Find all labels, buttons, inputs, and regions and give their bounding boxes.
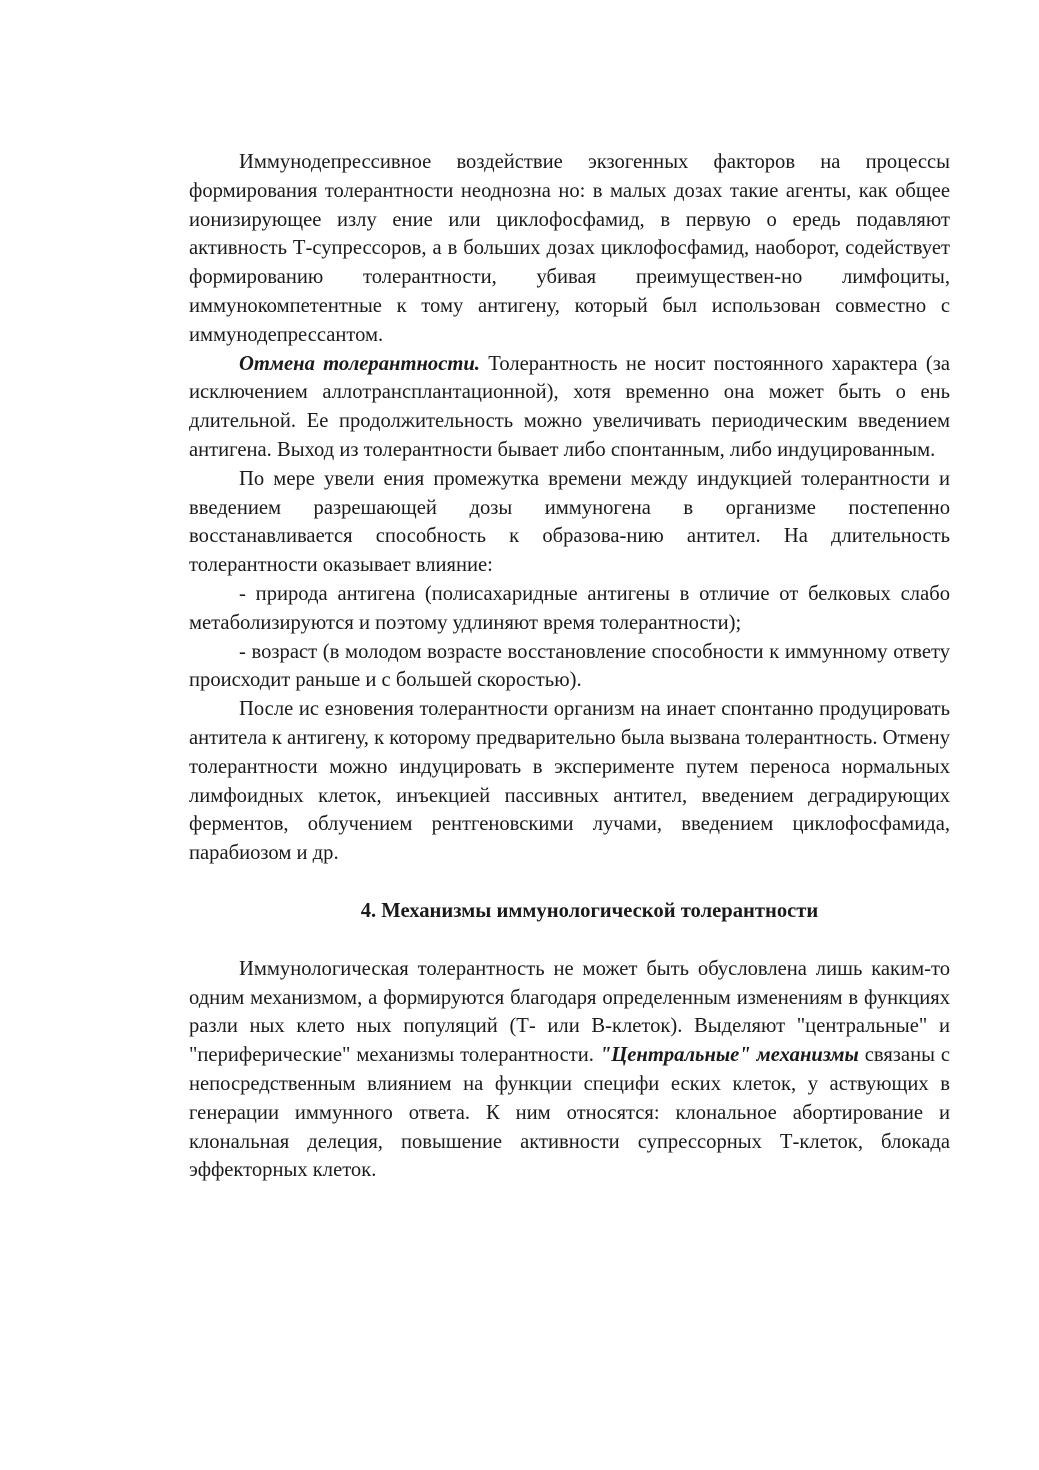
- central-mechanisms-term: "Центральные" механизмы: [599, 1044, 859, 1067]
- list-item-age: - возраст (в молодом возрасте восстановление способности к иммунному ответу происходит раньше и с большей скоростью).: [189, 640, 950, 692]
- section-heading: 4. Механизмы иммунологической толерантности: [360, 899, 819, 922]
- paragraph-mechanisms-intro: Иммунологическая толерантность не может быть обусловлена лишь каким-то одним механизмом, а формируются благодаря определенным изменениям в функциях разли ных клето ных популяций (Т- или В-клеток). Выделяют "центральные" и "периферические" механизмы толерантности.: [189, 957, 950, 1067]
- document-page: [189, 148, 950, 1185]
- paragraph-mechanisms-body: связаны с непосредственным влиянием на функции специфи еских клеток, у аствующих в генерации иммунного ответа. К ним относятся: клональное абортирование и клональная делеция, повышение активности супрессорных Т-клеток, блокада эффекторных клеток.: [189, 1044, 951, 1182]
- paragraph-mechanisms: [189, 955, 950, 1185]
- paragraph-tolerance-cancellation: [189, 350, 950, 465]
- list-item-antigen-nature: - природа антигена (полисахаридные антигены в отличие от белковых слабо метаболизируются и поэтому удлиняют время толерантности);: [189, 582, 950, 634]
- paragraph-recovery: По мере увели ения промежутка времени между индукцией толерантности и введением разрешающей дозы иммуногена в организме постепенно восстанавливается способность к образова-нию антител. На длительность толерантности оказывает влияние:: [189, 467, 950, 577]
- paragraph-cancellation-induction: После ис езновения толерантности организм на инает спонтанно продуцировать антитела к антигену, к которому предварительно была вызвана толерантность. Отмену толерантности можно индуцировать в эксперименте путем переноса нормальных лимфоидных клеток, инъекцией пассивных антител, введением деградирующих ферментов, облучением рентгеновскими лучами, введением циклофосфамида, парабиозом и др.: [189, 698, 950, 865]
- paragraph-body: Толерантность не носит постоянного характера (за исключением аллотрансплантационной), хотя временно она может быть о ень длительной. Ее продолжительность можно увеличивать периодическим введением антигена. Выход из толерантности бывает либо спонтанным, либо индуцированным.: [189, 352, 951, 461]
- paragraph-immunodepressive: Иммунодепрессивное воздействие экзогенных факторов на процессы формирования толерантности неоднозна но: в малых дозах такие агенты, как общее ионизирующее излу ение или циклофосфамид, в первую о ередь подавляют активность Т-супрессоров, а в больших дозах циклофосфамид, наоборот, содействует формированию толерантности, убивая преимуществен-но лимфоциты, иммунокомпетентные к тому антигену, который был использован совместно с иммунодепрессантом.: [189, 151, 950, 346]
- paragraph-lead-term: Отмена толерантности.: [239, 352, 480, 375]
